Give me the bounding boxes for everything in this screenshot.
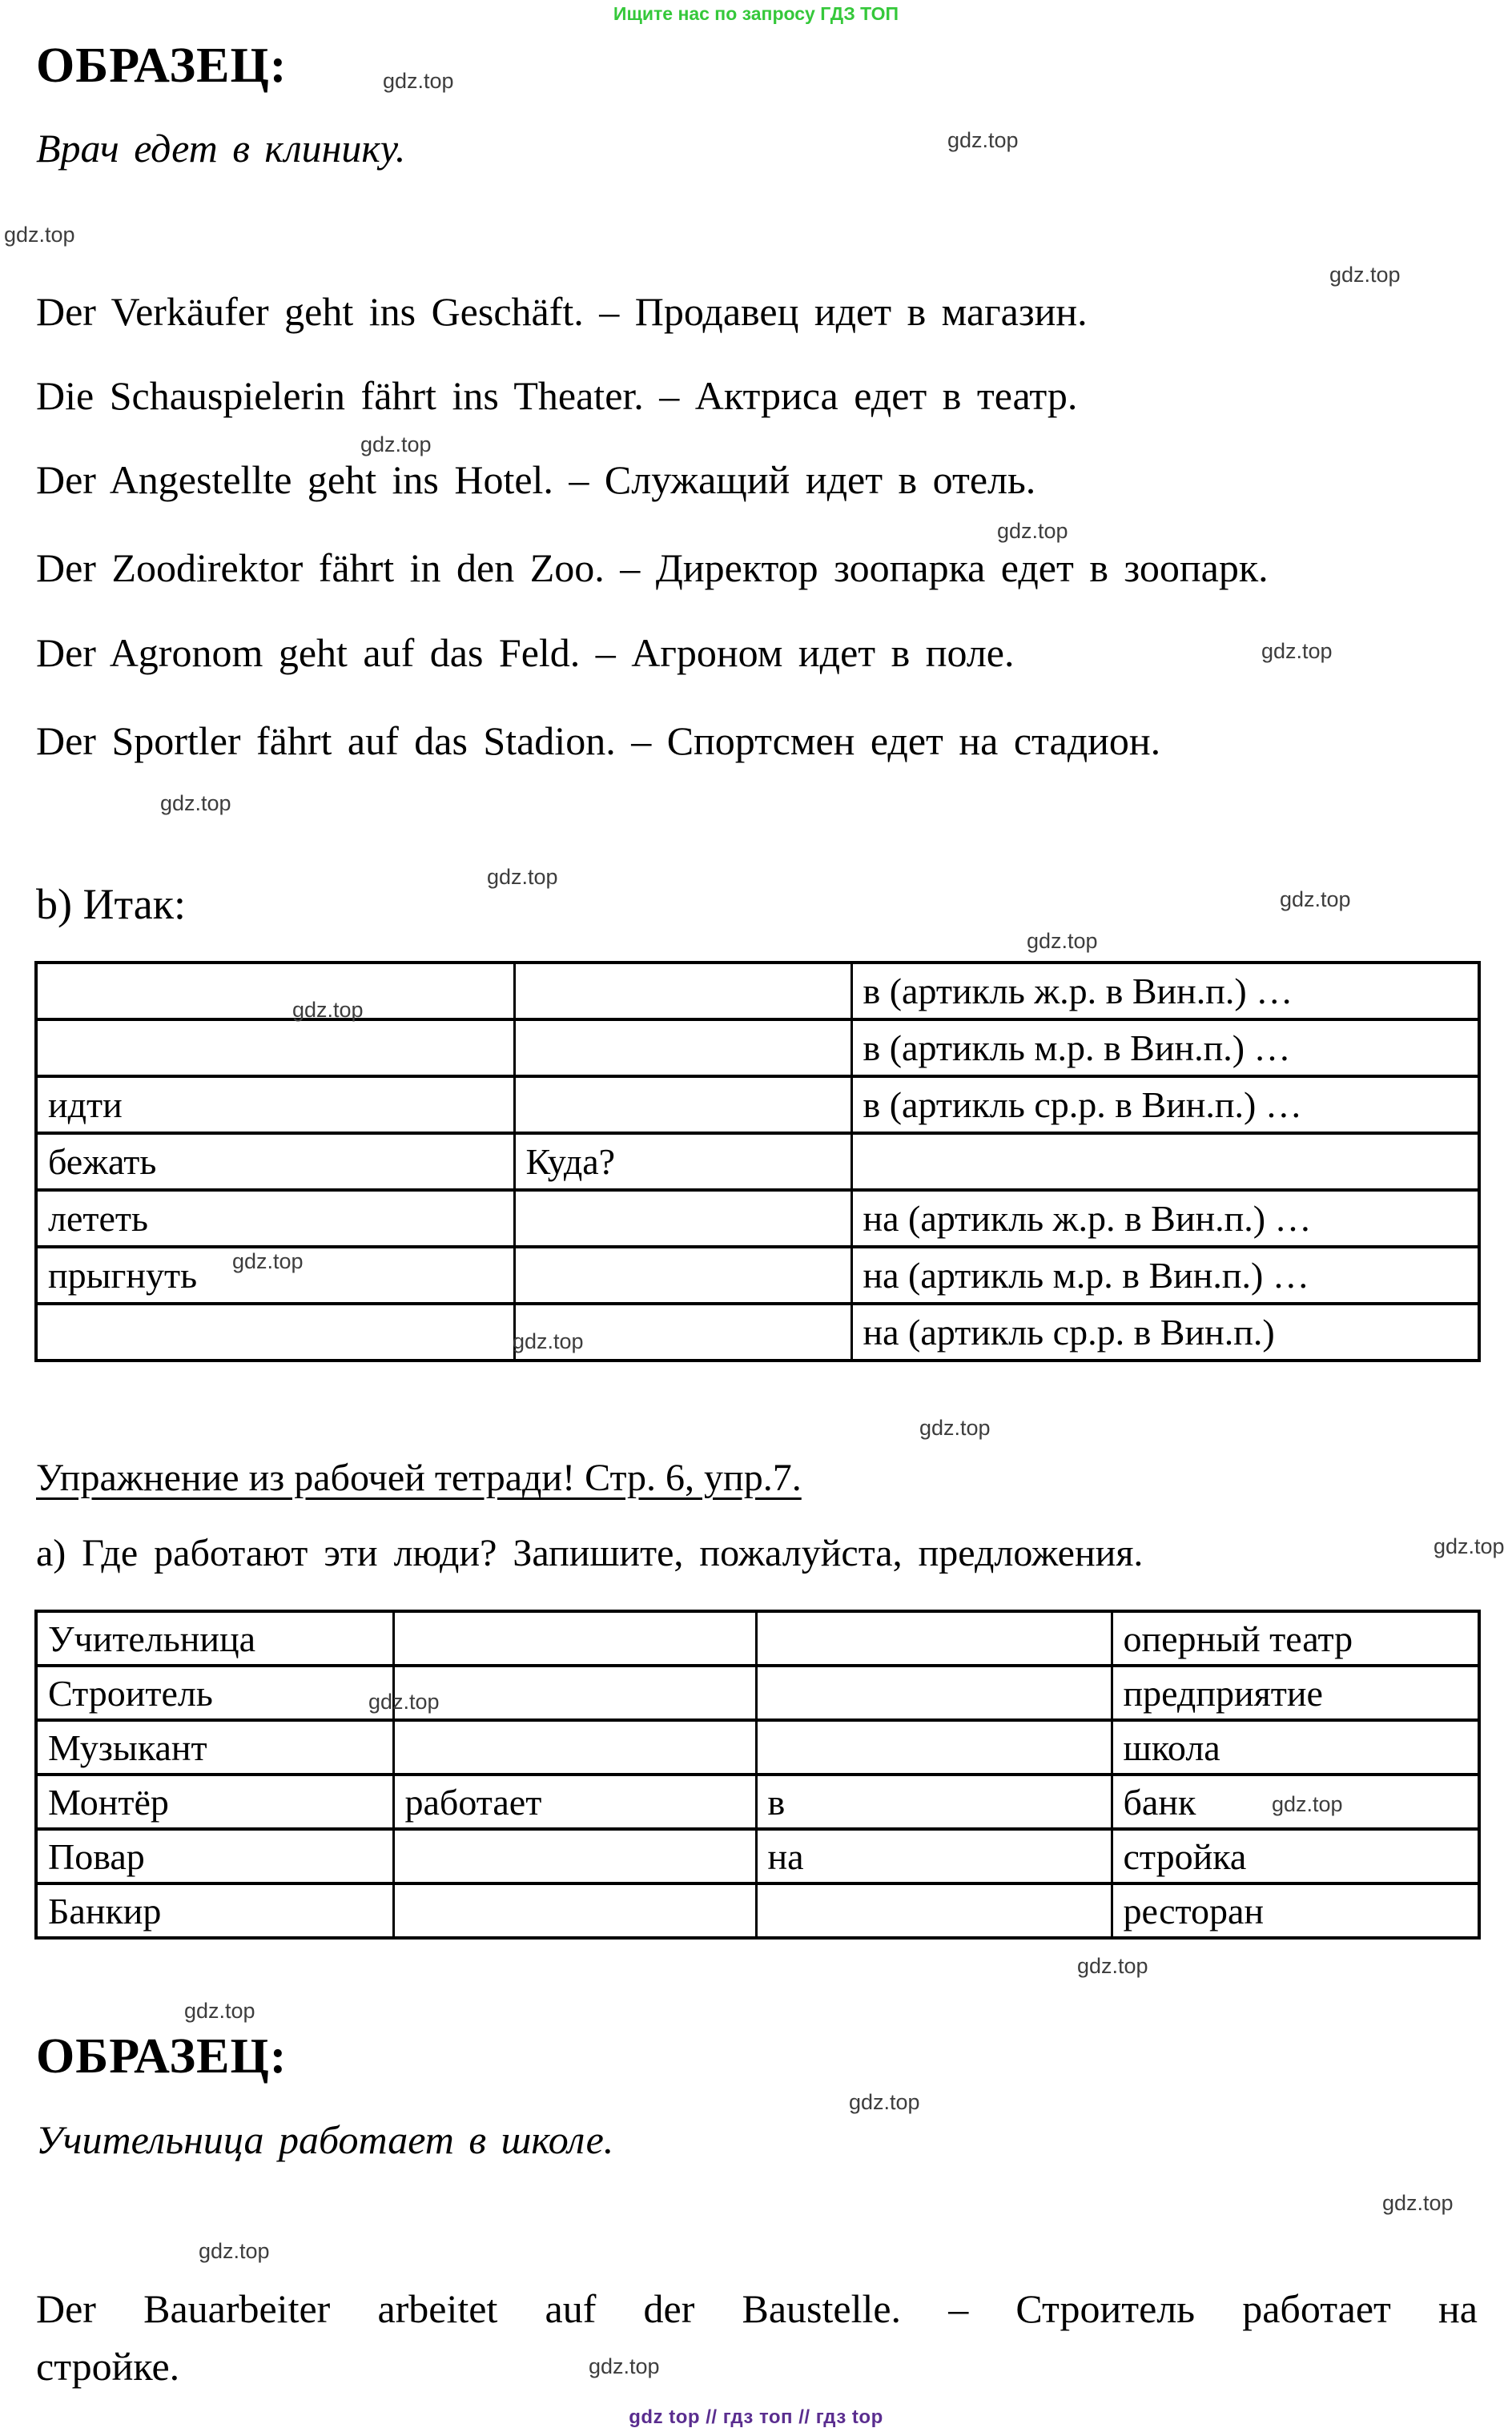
footer-site-tags: gdz top // гдз топ // гдз top: [629, 2406, 883, 2428]
table-row: [36, 1190, 1479, 1247]
table-row: [36, 1133, 1479, 1190]
grammar-cell: [36, 1019, 514, 1076]
place-cell: банк: [1112, 1775, 1479, 1829]
grammar-cell: лететь: [36, 1190, 514, 1247]
gdz-watermark: gdz.top: [947, 128, 1019, 152]
sample-sentence-2: Учительница работает в школе.: [36, 2117, 614, 2162]
profession-cell: Монтёр: [36, 1775, 393, 1829]
table-row: [36, 1775, 1479, 1829]
verb-cell: работает: [393, 1775, 756, 1829]
gdz-watermark: gdz.top: [919, 1416, 991, 1440]
profession-cell: Музыкант: [36, 1720, 393, 1775]
preposition-cell: [756, 1720, 1112, 1775]
sentence-3: Der Angestellte geht ins Hotel. – Служащий идет в отель.: [36, 457, 1036, 502]
table-row: [36, 1666, 1479, 1720]
grammar-table: [34, 961, 1481, 1362]
table-row: [36, 1883, 1479, 1938]
grammar-cell: [514, 1076, 851, 1133]
grammar-cell: на (артикль ж.р. в Вин.п.) …: [851, 1190, 1479, 1247]
professions-table: [34, 1610, 1481, 1940]
sample-label-1: ОБРАЗЕЦ:: [36, 38, 288, 93]
preposition-cell: [756, 1611, 1112, 1666]
table-row: [36, 1720, 1479, 1775]
sentence-1: Der Verkäufer geht ins Geschäft. – Продавец идет в магазин.: [36, 289, 1088, 334]
place-cell: оперный театр: [1112, 1611, 1479, 1666]
answer-line-1: Der Bauarbeiter arbeitet auf der Baustelle. – Строитель работает на: [36, 2286, 1478, 2331]
gdz-watermark: gdz.top: [368, 1690, 440, 1714]
place-cell: предприятие: [1112, 1666, 1479, 1720]
section-b-label: b) Итак:: [36, 880, 186, 928]
preposition-cell: в: [756, 1775, 1112, 1829]
place-cell: стройка: [1112, 1829, 1479, 1883]
gdz-watermark: gdz.top: [1272, 1792, 1343, 1816]
table-row: [36, 1611, 1479, 1666]
profession-cell: Учительница: [36, 1611, 393, 1666]
verb-cell: [393, 1883, 756, 1938]
answer-line-2: стройке.: [36, 2344, 180, 2389]
gdz-watermark: gdz.top: [4, 223, 75, 247]
gdz-watermark: gdz.top: [589, 2354, 660, 2378]
preposition-cell: на: [756, 1829, 1112, 1883]
sample-label-2: ОБРАЗЕЦ:: [36, 2029, 288, 2084]
sentence-4: Der Zoodirektor fährt in den Zoo. – Директор зоопарка едет в зоопарк.: [36, 545, 1269, 590]
gdz-watermark: gdz.top: [360, 432, 432, 456]
gdz-watermark: gdz.top: [1382, 2191, 1454, 2215]
grammar-cell: в (артикль ж.р. в Вин.п.) …: [851, 963, 1479, 1019]
gdz-watermark: gdz.top: [849, 2090, 920, 2114]
table-row: [36, 1304, 1479, 1361]
exercise-heading: Упражнение из рабочей тетради! Стр. 6, упр.7.: [36, 1457, 802, 1499]
grammar-cell: в (артикль ср.р. в Вин.п.) …: [851, 1076, 1479, 1133]
gdz-watermark: gdz.top: [199, 2239, 270, 2263]
gdz-watermark: gdz.top: [160, 791, 231, 815]
gdz-watermark: gdz.top: [1261, 639, 1333, 663]
gdz-watermark: gdz.top: [1329, 263, 1401, 287]
grammar-cell: на (артикль м.р. в Вин.п.) …: [851, 1247, 1479, 1304]
gdz-watermark: gdz.top: [1280, 887, 1351, 911]
table-row: [36, 1076, 1479, 1133]
gdz-watermark: gdz.top: [1434, 1534, 1505, 1558]
profession-cell: Повар: [36, 1829, 393, 1883]
grammar-cell: [36, 1304, 514, 1361]
grammar-cell: Куда?: [514, 1133, 851, 1190]
grammar-cell: [36, 963, 514, 1022]
sentence-6: Der Sportler fährt auf das Stadion. – Спортсмен едет на стадион.: [36, 718, 1161, 763]
grammar-cell: на (артикль ср.р. в Вин.п.): [851, 1304, 1479, 1361]
grammar-cell: прыгнуть: [36, 1247, 514, 1304]
gdz-watermark: gdz.top: [184, 1999, 255, 2023]
grammar-cell: [514, 1190, 851, 1247]
table-row: [36, 1829, 1479, 1883]
gdz-watermark: gdz.top: [1027, 929, 1098, 953]
profession-cell: Банкир: [36, 1883, 393, 1938]
sample-sentence-1: Врач едет в клинику.: [36, 126, 406, 171]
gdz-watermark: gdz.top: [292, 998, 364, 1022]
verb-cell: [393, 1829, 756, 1883]
grammar-cell: [514, 1019, 851, 1076]
preposition-cell: [756, 1666, 1112, 1720]
place-cell: ресторан: [1112, 1883, 1479, 1938]
table-row: [36, 1019, 1479, 1076]
sentence-2: Die Schauspielerin fährt ins Theater. – Актриса едет в театр.: [36, 373, 1078, 418]
grammar-cell: в (артикль м.р. в Вин.п.) …: [851, 1019, 1479, 1076]
table-row: [36, 963, 1479, 1019]
preposition-cell: [756, 1883, 1112, 1938]
place-cell: школа: [1112, 1720, 1479, 1775]
exercise-task: а) Где работают эти люди? Запишите, пожалуйста, предложения.: [36, 1532, 1144, 1574]
profession-cell: Строитель: [36, 1666, 393, 1720]
grammar-cell: идти: [36, 1076, 514, 1133]
gdz-watermark: gdz.top: [997, 519, 1068, 543]
grammar-cell: [851, 1133, 1479, 1190]
verb-cell: [393, 1720, 756, 1775]
verb-cell: [393, 1666, 756, 1720]
grammar-cell: [514, 1247, 851, 1304]
site-search-banner: Ищите нас по запросу ГДЗ ТОП: [613, 3, 899, 24]
grammar-cell: бежать: [36, 1133, 514, 1190]
gdz-watermark: gdz.top: [383, 69, 454, 93]
gdz-watermark: gdz.top: [513, 1329, 584, 1353]
gdz-watermark: gdz.top: [232, 1249, 304, 1273]
verb-cell: [393, 1611, 756, 1666]
gdz-watermark: gdz.top: [487, 865, 558, 889]
gdz-watermark: gdz.top: [1077, 1954, 1148, 1978]
sentence-5: Der Agronom geht auf das Feld. – Агроном идет в поле.: [36, 630, 1015, 675]
grammar-cell: [514, 963, 851, 1019]
